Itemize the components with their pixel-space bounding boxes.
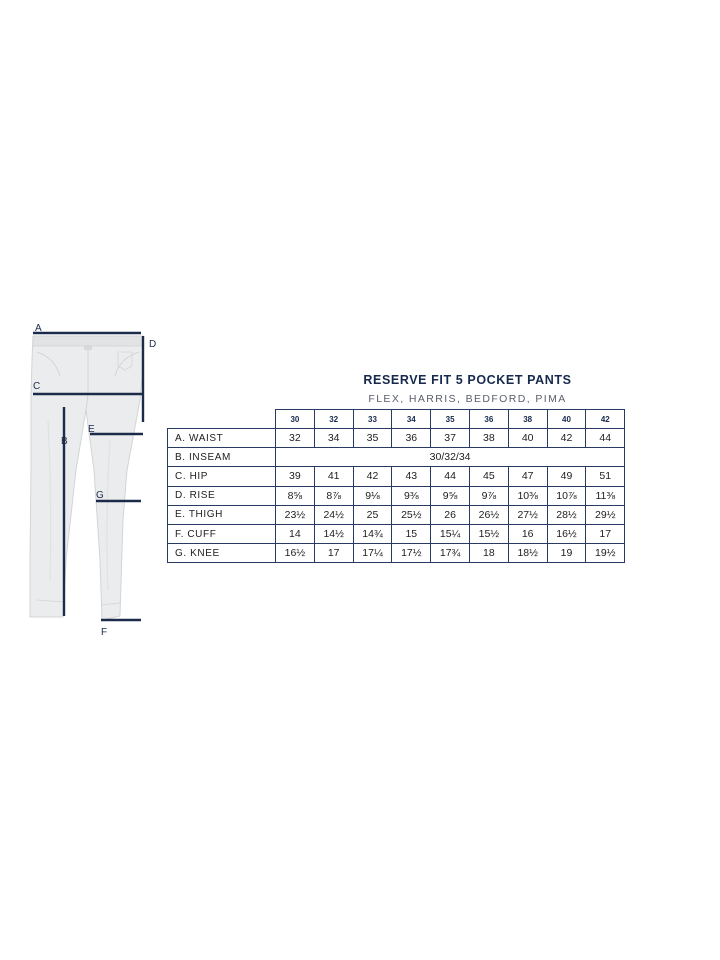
table-cell: 19½	[586, 544, 625, 563]
hip-row	[168, 467, 625, 486]
size-table	[167, 409, 625, 563]
table-cell: 17	[314, 544, 353, 563]
table-cell: 29½	[586, 505, 625, 524]
size-header: 34	[392, 410, 431, 429]
table-cell: 16½	[276, 544, 315, 563]
table-cell: 8⅞	[314, 486, 353, 505]
table-cell: 9⅛	[353, 486, 392, 505]
row-label: F. CUFF	[168, 524, 276, 543]
table-cell: 37	[431, 429, 470, 448]
table-cell: 9⅝	[431, 486, 470, 505]
table-cell: 23½	[276, 505, 315, 524]
inseam-merged-cell: 30/32/34	[276, 448, 625, 467]
size-header: 32	[314, 410, 353, 429]
table-cell: 35	[353, 429, 392, 448]
table-cell: 9⅞	[469, 486, 508, 505]
table-cell: 26½	[469, 505, 508, 524]
size-chart-subtitle: FLEX, HARRIS, BEDFORD, PIMA	[368, 393, 567, 405]
table-cell: 11⅜	[586, 486, 625, 505]
table-cell: 44	[431, 467, 470, 486]
label-g: G	[96, 490, 104, 501]
label-b: B	[61, 436, 68, 447]
table-cell: 27½	[508, 505, 547, 524]
label-c: C	[33, 381, 41, 392]
table-cell: 8⅝	[276, 486, 315, 505]
inseam-row	[168, 448, 625, 467]
size-header-row	[168, 410, 625, 429]
label-e: E	[88, 424, 95, 435]
label-f: F	[101, 627, 108, 638]
table-cell: 19	[547, 544, 586, 563]
table-cell: 42	[547, 429, 586, 448]
table-cell: 17¾	[431, 544, 470, 563]
size-header: 38	[508, 410, 547, 429]
row-label: A. WAIST	[168, 429, 276, 448]
table-cell: 47	[508, 467, 547, 486]
size-chart-title: RESERVE FIT 5 POCKET PANTS	[363, 373, 572, 387]
table-cell: 14	[276, 524, 315, 543]
table-cell: 17	[586, 524, 625, 543]
table-cell: 15½	[469, 524, 508, 543]
table-cell: 24½	[314, 505, 353, 524]
size-header: 30	[276, 410, 315, 429]
table-cell: 34	[314, 429, 353, 448]
size-header: 35	[431, 410, 470, 429]
table-cell: 26	[431, 505, 470, 524]
waist-row	[168, 429, 625, 448]
table-cell: 9⅜	[392, 486, 431, 505]
table-cell: 40	[508, 429, 547, 448]
cuff-row	[168, 524, 625, 543]
table-cell: 49	[547, 467, 586, 486]
row-label: G. KNEE	[168, 544, 276, 563]
label-a: A	[35, 323, 42, 334]
table-cell: 18	[469, 544, 508, 563]
table-cell: 42	[353, 467, 392, 486]
table-cell: 51	[586, 467, 625, 486]
table-cell: 15	[392, 524, 431, 543]
thigh-row	[168, 505, 625, 524]
table-cell: 17½	[392, 544, 431, 563]
label-d: D	[149, 339, 157, 350]
table-cell: 45	[469, 467, 508, 486]
row-label: D. RISE	[168, 486, 276, 505]
table-cell: 10⅞	[547, 486, 586, 505]
table-cell: 43	[392, 467, 431, 486]
table-cell: 39	[276, 467, 315, 486]
table-cell: 10⅜	[508, 486, 547, 505]
size-header: 33	[353, 410, 392, 429]
table-cell: 36	[392, 429, 431, 448]
row-label: B. INSEAM	[168, 448, 276, 467]
table-cell: 14¾	[353, 524, 392, 543]
table-cell: 15¼	[431, 524, 470, 543]
table-cell: 14½	[314, 524, 353, 543]
size-header: 36	[469, 410, 508, 429]
size-header: 42	[586, 410, 625, 429]
table-cell: 44	[586, 429, 625, 448]
header-blank	[168, 410, 276, 429]
table-cell: 17¼	[353, 544, 392, 563]
pants-illustration	[30, 336, 143, 620]
table-cell: 41	[314, 467, 353, 486]
row-label: E. THIGH	[168, 505, 276, 524]
knee-row	[168, 544, 625, 563]
table-cell: 32	[276, 429, 315, 448]
table-cell: 25	[353, 505, 392, 524]
table-cell: 18½	[508, 544, 547, 563]
rise-row	[168, 486, 625, 505]
row-label: C. HIP	[168, 467, 276, 486]
table-cell: 38	[469, 429, 508, 448]
table-cell: 16½	[547, 524, 586, 543]
table-cell: 25½	[392, 505, 431, 524]
table-cell: 16	[508, 524, 547, 543]
size-header: 40	[547, 410, 586, 429]
table-cell: 28½	[547, 505, 586, 524]
